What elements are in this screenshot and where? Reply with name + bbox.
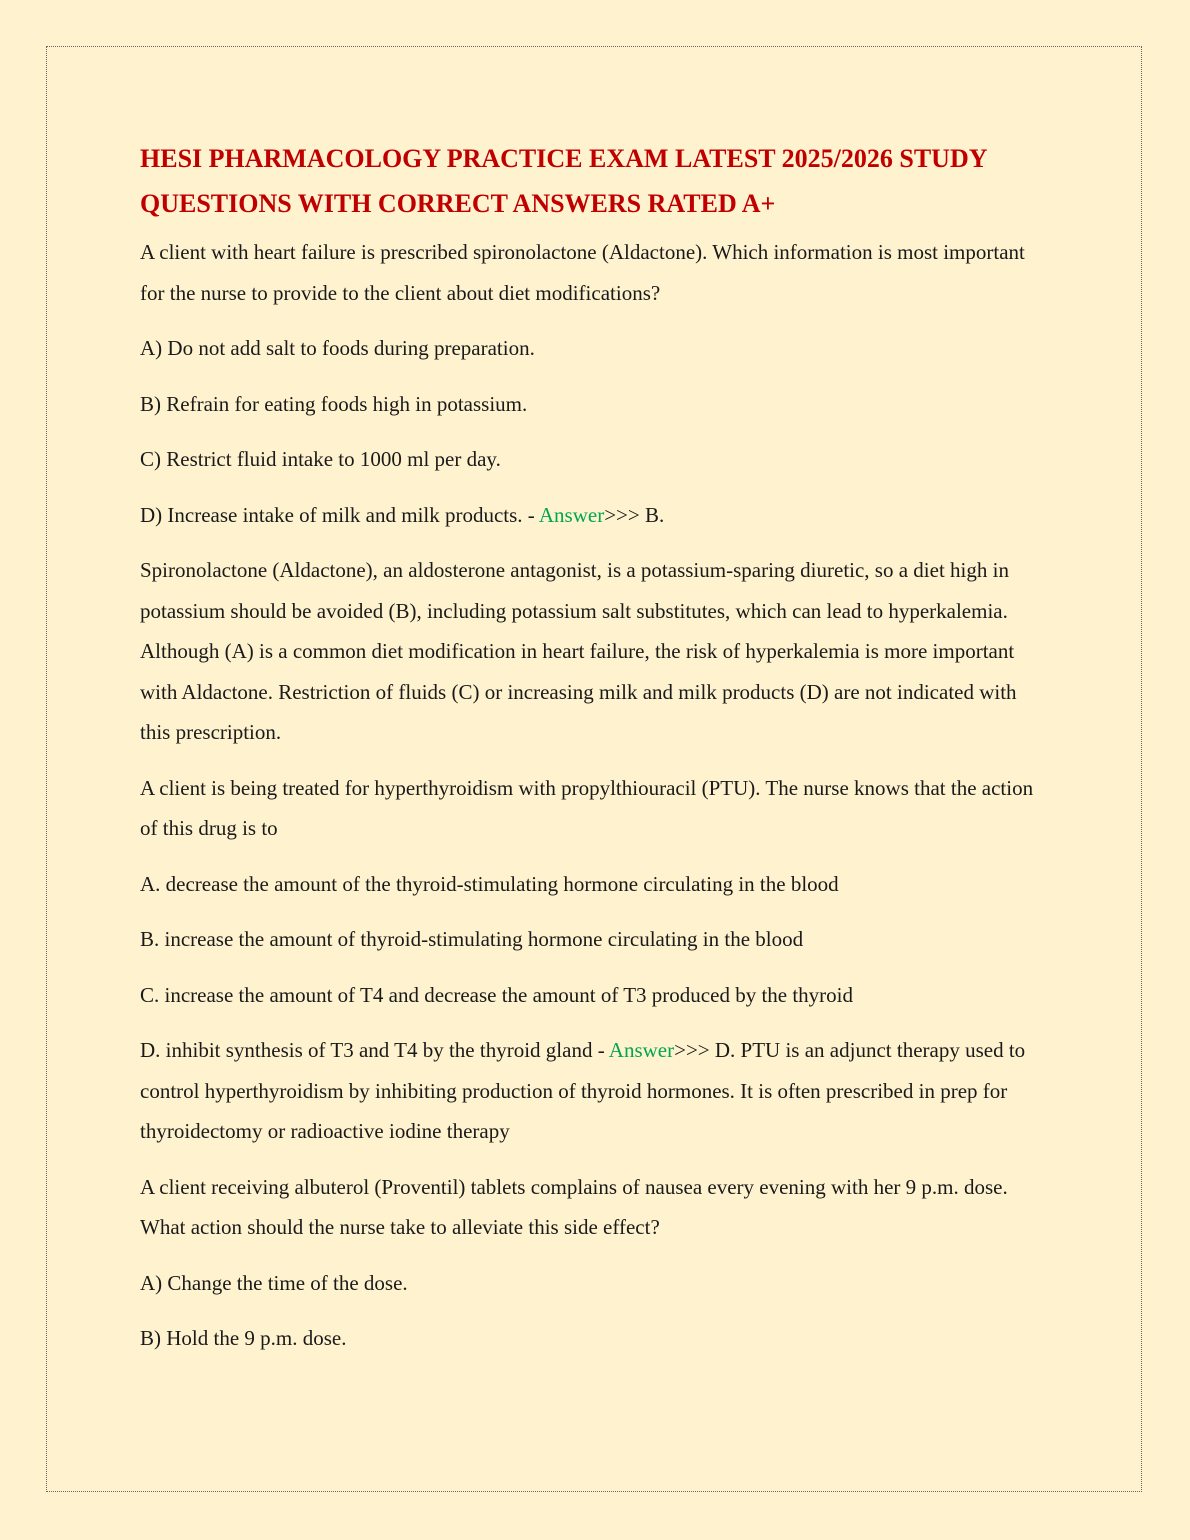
question-3-option-a: A) Change the time of the dose. xyxy=(140,1270,408,1295)
question-2-option-b: B. increase the amount of thyroid-stimulating hormone circulating in the blood xyxy=(140,927,804,951)
question-2-option-d xyxy=(140,1030,1050,1152)
question-2-answer-label: Answer xyxy=(608,1038,675,1062)
question-1-answer-label: Answer xyxy=(538,502,605,527)
question-1-option-b: B) Refrain for eating foods high in potassium. xyxy=(140,391,528,416)
question-2-option-c: C. increase the amount of T4 and decrease the amount of T3 produced by the thyroid xyxy=(140,982,854,1007)
question-3-option-b: B) Hold the 9 p.m. dose. xyxy=(140,1326,347,1350)
question-2-answer: >>> D. PTU is an adjunct therapy used to control hyperthyroidism by inhibiting production of thyroid hormones. It is often prescribed in prep for thyroidectomy or radioactive iodine therapy xyxy=(140,1038,1026,1143)
question-1-option-a: A) Do not add salt to foods during preparation. xyxy=(140,336,535,360)
question-1-option-d-text: D) Increase intake of milk and milk products. - xyxy=(140,502,539,527)
question-2-option-d-text: D. inhibit synthesis of T3 and T4 by the thyroid gland - xyxy=(140,1038,609,1062)
question-1-option-c: C) Restrict fluid intake to 1000 ml per day. xyxy=(140,447,501,471)
question-3-stem: A client receiving albuterol (Proventil) tablets complains of nausea every evening with her 9 p.m. dose. What action should the nurse take to alleviate this side effect? xyxy=(140,1174,1008,1239)
question-2-option-a: A. decrease the amount of the thyroid-stimulating hormone circulating in the blood xyxy=(140,871,839,896)
question-1-option-d xyxy=(140,495,1050,536)
question-1-rationale: Spironolactone (Aldactone), an aldosterone antagonist, is a potassium-sparing diuretic, so a diet high in potassium should be avoided (B), including potassium salt substitutes, which can lead to hyperkalemia. Although (A) is a common diet modification in heart failure, the risk of hyperkalemia is more important with Aldactone. Restriction of fluids (C) or increasing milk and milk products (D) are not indicated with this prescription. xyxy=(140,558,1017,744)
question-1-stem: A client with heart failure is prescribed spironolactone (Aldactone). Which information is most important for the nurse to provide to the client about diet modifications? xyxy=(140,240,1025,305)
question-1-answer: >>> B. xyxy=(604,502,665,527)
document-title: HESI PHARMACOLOGY PRACTICE EXAM LATEST 2025/2026 STUDY QUESTIONS WITH CORRECT ANSWERS RATED A+ xyxy=(140,144,987,218)
document-body xyxy=(140,136,1050,1374)
question-2-stem: A client is being treated for hyperthyroidism with propylthiouracil (PTU). The nurse knows that the action of this drug is to xyxy=(140,775,1034,840)
